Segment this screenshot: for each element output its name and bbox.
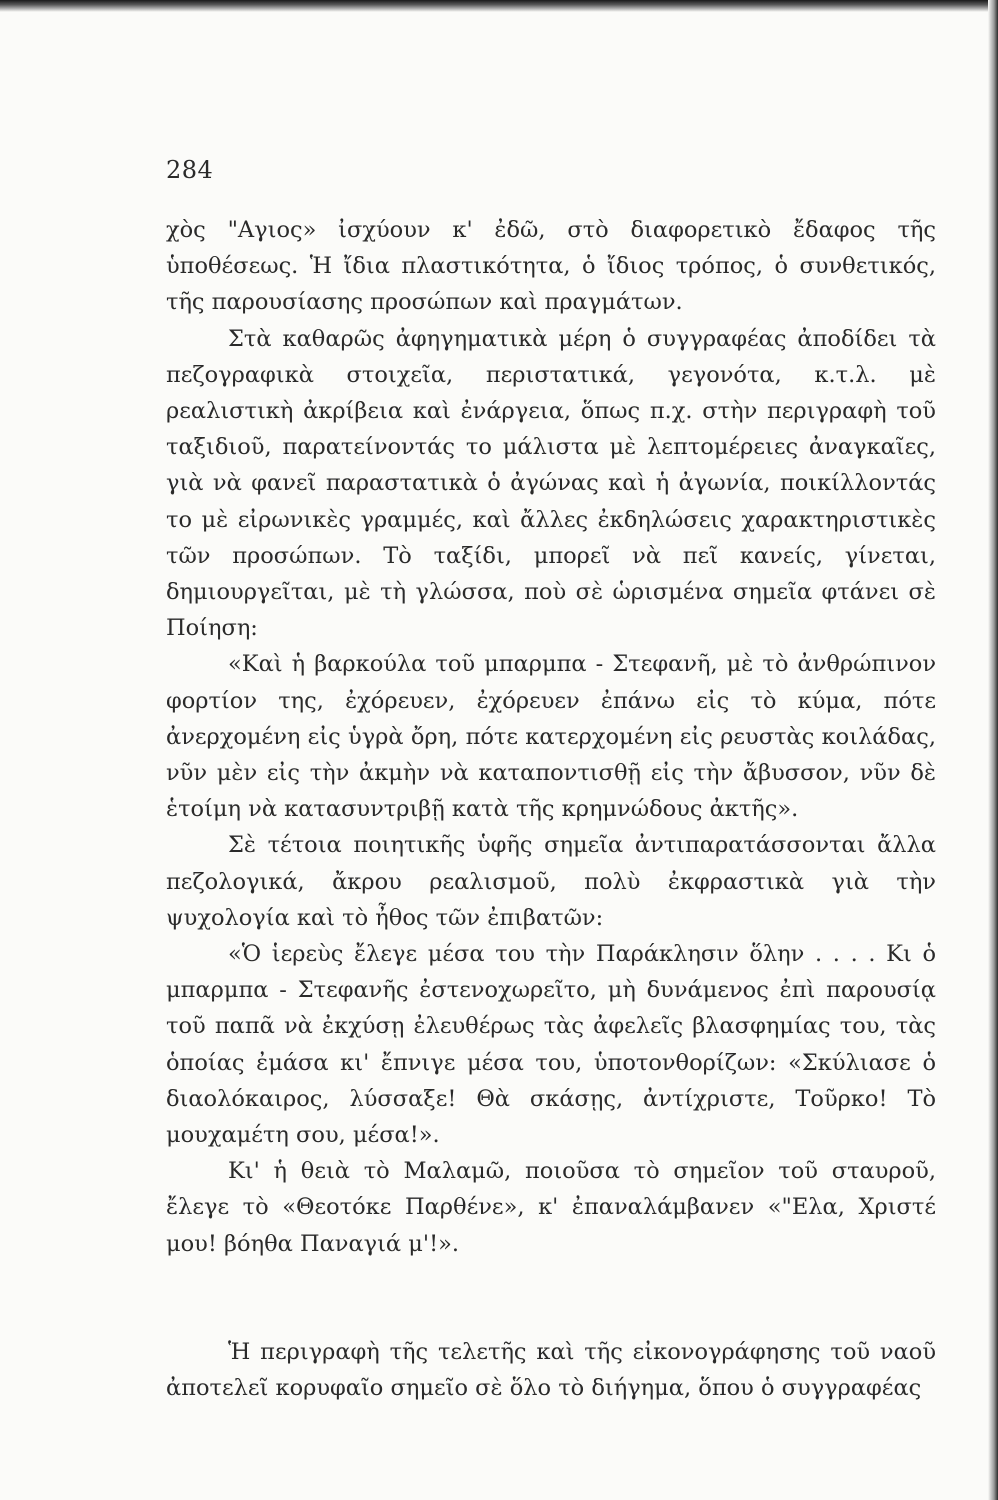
page-number: 284 (166, 156, 214, 184)
paragraph-4: Κι' ἡ θειὰ τὸ Μαλαμῶ, ποιοῦσα τὸ σημεῖον τοῦ σταυροῦ, ἔλεγε τὸ «Θεοτόκε Παρθένε», κ' ἐπαναλάμβανεν «"Ελα, Χριστέ μου! βόηθα Παναγιά μ'!». (166, 1158, 936, 1257)
quote-paragraph-1: «Καὶ ἡ βαρκούλα τοῦ μπαρμπα - Στεφανῆ, μὲ τὸ ἀνθρώπινον φορτίον της, ἐχόρευεν, ἐχόρευεν ἐπάνω εἰς τὸ κύμα, πότε ἀνερχομένη εἰς ὑγρὰ ὄρη, πότε κατερχομένη εἰς ρευστὰς κοιλάδας, νῦν μὲν εἰς τὴν ἀκμὴν νὰ καταποντισθῇ εἰς τὴν ἄβυσσον, νῦν δὲ ἑτοίμη νὰ κατασυντριβῇ κατὰ τῆς κρημνώδους ἀκτῆς». (166, 651, 936, 823)
paragraph-2: Στὰ καθαρῶς ἀφηγηματικὰ μέρη ὁ συγγραφέας ἀποδίδει τὰ πεζογραφικὰ στοιχεῖα, περιστατικά, γεγονότα, κ.τ.λ. μὲ ρεαλιστικὴ ἀκρίβεια καὶ ἐνάργεια, ὅπως π.χ. στὴν περιγραφὴ τοῦ ταξιδιοῦ, παρατείνοντάς το μάλιστα μὲ λεπτομέρειες ἀναγκαῖες, γιὰ νὰ φανεῖ παραστατικὰ ὁ ἀγώνας καὶ ἡ ἀγωνία, ποικίλλοντάς το μὲ εἰρωνικὲς γραμμές, καὶ ἄλλες ἐκδηλώσεις χαρακτηριστικὲς τῶν προσώπων. Τὸ ταξίδι, μπορεῖ νὰ πεῖ κανείς, γίνεται, δημιουργεῖται, μὲ τὴ γλώσσα, ποὺ σὲ ὡρισμένα σημεῖα φτάνει σὲ Ποίηση: (166, 325, 936, 642)
body-text (166, 212, 936, 1406)
section-break (166, 1262, 936, 1334)
paragraph-5: Ἡ περιγραφὴ τῆς τελετῆς καὶ τῆς εἰκονογράφησης τοῦ ναοῦ ἀποτελεῖ κορυφαῖο σημεῖο σὲ ὅλο τὸ διήγημα, ὅπου ὁ συγγραφέας (166, 1338, 936, 1402)
scan-right-edge (988, 0, 998, 1500)
quote-paragraph-2: «Ὁ ἱερεὺς ἔλεγε μέσα του τὴν Παράκλησιν ὅλην . . . . Κι ὁ μπαρμπα - Στεφανῆς ἐστενοχωρεῖτο, μὴ δυνάμενος ἐπὶ παρουσίᾳ τοῦ παπᾶ νὰ ἐκχύσῃ ἐλευθέρως τὰς ἀφελεῖς βλασφημίας του, τὰς ὁποίας ἐμάσα κι' ἔπνιγε μέσα του, ὑποτονθορίζων: «Σκύλιασε ὁ διαολόκαιρος, λύσσαξε! Θὰ σκάσῃς, ἀντίχριστε, Τοῦρκο! Τὸ μουχαμέτη σου, μέσα!». (166, 941, 936, 1149)
paragraph-3: Σὲ τέτοια ποιητικῆς ὑφῆς σημεῖα ἀντιπαρατάσσονται ἄλλα πεζολογικά, ἄκρου ρεαλισμοῦ, πολὺ ἐκφραστικὰ γιὰ τὴν ψυχολογία καὶ τὸ ἦθος τῶν ἐπιβατῶν: (166, 832, 936, 931)
paragraph-1: χὸς "Αγιος» ἰσχύουν κ' ἐδῶ, στὸ διαφορετικὸ ἔδαφος τῆς ὑποθέσεως. Ἡ ἴδια πλαστικότητα, ὁ ἴδιος τρόπος, ὁ συνθετικός, τῆς παρουσίασης προσώπων καὶ πραγμάτων. (166, 217, 936, 316)
scan-top-edge (0, 0, 998, 12)
